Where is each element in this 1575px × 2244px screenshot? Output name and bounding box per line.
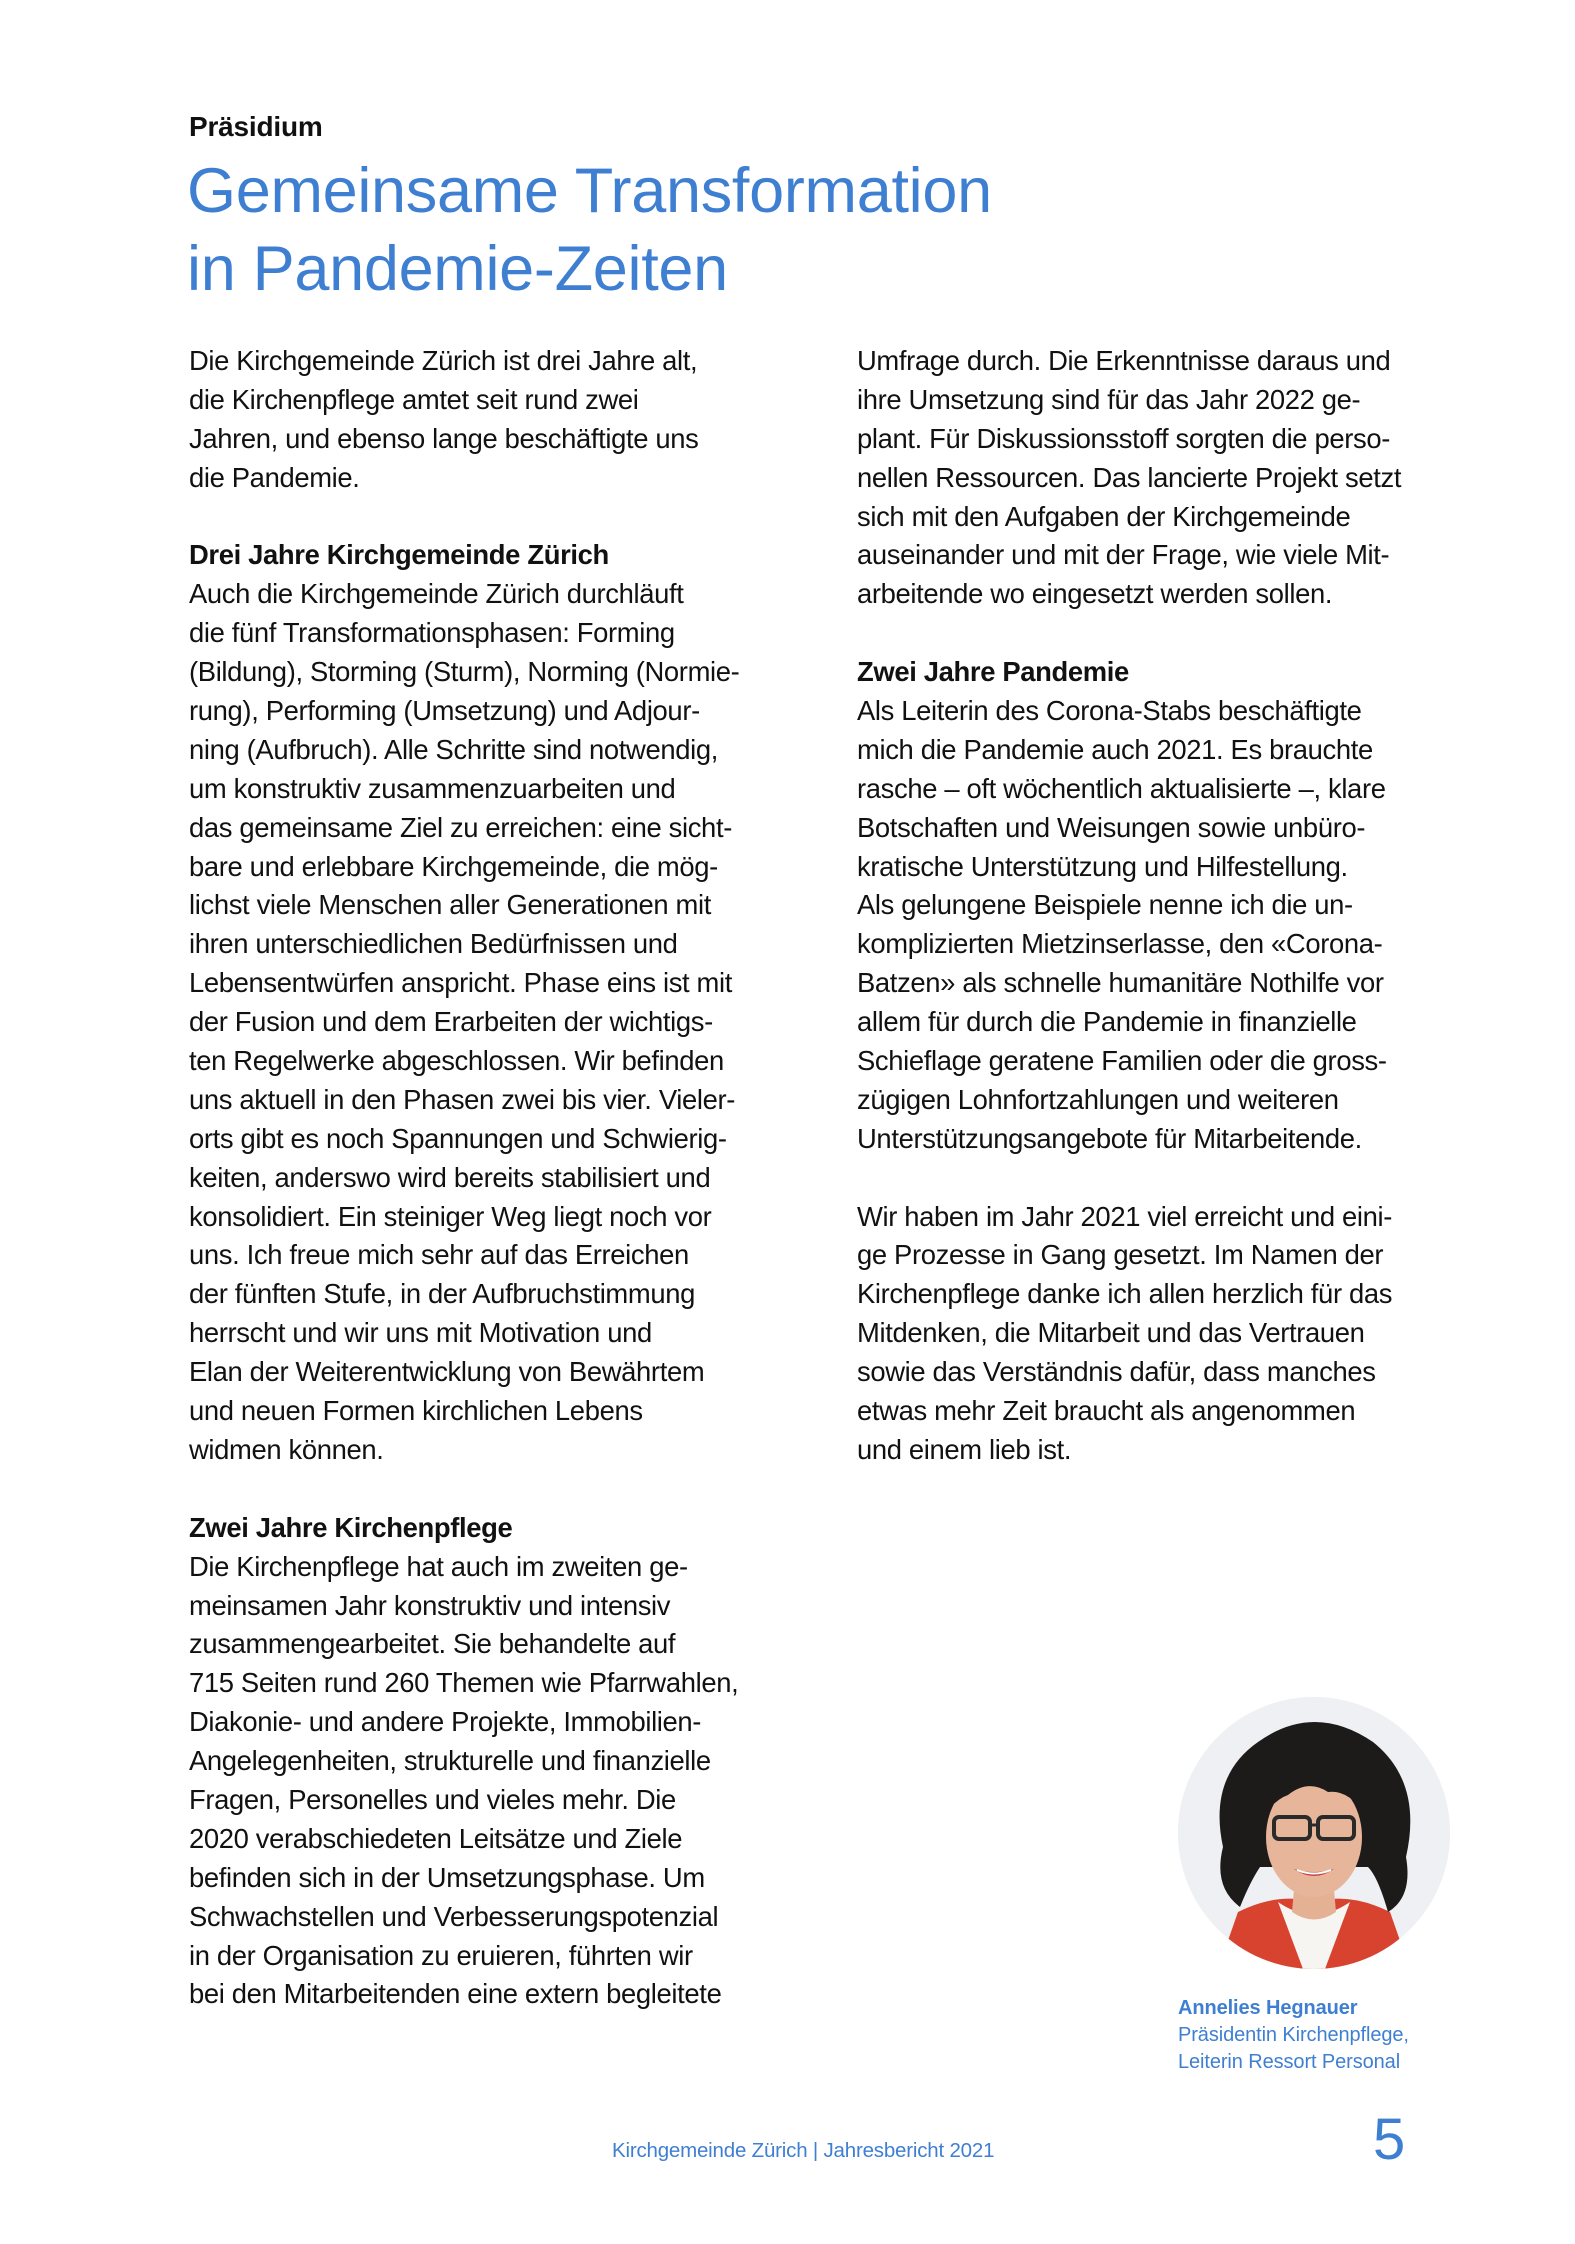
body-text-line: Wir haben im Jahr 2021 viel erreicht und eini-	[857, 1200, 1393, 1232]
left-column	[189, 342, 829, 2014]
section-heading: Drei Jahre Kirchgemeinde Zürich	[189, 539, 609, 571]
body-text-line: der fünften Stufe, in der Aufbruchstimmung	[189, 1278, 696, 1310]
body-text-line: Batzen» als schnelle humanitäre Nothilfe vor	[857, 967, 1384, 999]
body-text-line: ning (Aufbruch). Alle Schritte sind notwendig,	[189, 733, 718, 765]
body-text-line: Umfrage durch. Die Erkenntnisse daraus und	[857, 345, 1391, 376]
paragraph-gap	[857, 1159, 1497, 1198]
body-text-line: widmen können.	[189, 1433, 384, 1465]
body-text-line: lichst viele Menschen aller Generationen mit	[189, 889, 712, 921]
body-text-line: sowie das Verständnis dafür, dass manches	[857, 1356, 1376, 1388]
page-title	[187, 152, 992, 308]
person-role-line-1: Präsidentin Kirchenpflege,	[1178, 2024, 1409, 2046]
body-text-line: in der Organisation zu eruieren, führten wir	[189, 1939, 693, 1971]
body-text-line: ten Regelwerke abgeschlossen. Wir befinden	[189, 1045, 724, 1077]
body-text-line: rasche – oft wöchentlich aktualisierte –, klare	[857, 772, 1386, 804]
body-text-line: und einem lieb ist.	[857, 1433, 1072, 1465]
body-text-line: Schwachstellen und Verbesserungspotenzial	[189, 1900, 719, 1932]
body-text-line: Mitdenken, die Mitarbeit und das Vertrauen	[857, 1317, 1365, 1349]
body-text-line: uns. Ich freue mich sehr auf das Erreichen	[189, 1239, 689, 1271]
body-text-line: befinden sich in der Umsetzungsphase. Um	[189, 1861, 705, 1893]
body-text-line: meinsamen Jahr konstruktiv und intensiv	[189, 1589, 671, 1621]
body-text-line: Angelegenheiten, strukturelle und finanzielle	[189, 1745, 711, 1777]
portrait-photo	[1178, 1697, 1450, 1969]
body-text-line: Elan der Weiterentwicklung von Bewährtem	[189, 1356, 705, 1388]
page-title-line-1: Gemeinsame Transformation	[187, 156, 992, 226]
body-text-line: (Bildung), Storming (Sturm), Norming (Normie-	[189, 656, 740, 688]
body-text-line: Als gelungene Beispiele nenne ich die un-	[857, 889, 1353, 921]
body-text-line: allem für durch die Pandemie in finanzielle	[857, 1006, 1357, 1038]
footer-publication: Kirchgemeinde Zürich | Jahresbericht 2021	[612, 2139, 995, 2162]
body-text-line: ihre Umsetzung sind für das Jahr 2022 ge-	[857, 383, 1361, 415]
section-heading: Zwei Jahre Kirchenpflege	[189, 1511, 513, 1543]
body-text-line: sich mit den Aufgaben der Kirchgemeinde	[857, 500, 1351, 532]
body-text-line: rung), Performing (Umsetzung) und Adjour-	[189, 695, 700, 727]
body-text-line: 715 Seiten rund 260 Themen wie Pfarrwahlen,	[189, 1667, 739, 1699]
body-text-line: konsolidiert. Ein steiniger Weg liegt noch vor	[189, 1200, 712, 1232]
body-text-line: arbeitende wo eingesetzt werden sollen.	[857, 578, 1333, 610]
person-role-line-2: Leiterin Ressort Personal	[1178, 2051, 1401, 2073]
body-text-line: komplizierten Mietzinserlasse, den «Corona-	[857, 928, 1383, 960]
body-text-line: nellen Ressourcen. Das lancierte Projekt setzt	[857, 461, 1402, 493]
body-text-line: Kirchenpflege danke ich allen herzlich für das	[857, 1278, 1393, 1310]
body-text-line: Fragen, Personelles und vieles mehr. Die	[189, 1783, 676, 1815]
page-number: 5	[1373, 2107, 1406, 2172]
section-label: Präsidium	[189, 111, 323, 142]
paragraph-gap	[189, 498, 829, 537]
right-column	[857, 342, 1497, 1470]
body-text-line: ihren unterschiedlichen Bedürfnissen und	[189, 928, 678, 960]
body-text-line: Auch die Kirchgemeinde Zürich durchläuft	[189, 578, 684, 610]
body-text-line: keiten, anderswo wird bereits stabilisiert und	[189, 1161, 711, 1193]
body-text-line: uns aktuell in den Phasen zwei bis vier. Vieler-	[189, 1083, 736, 1115]
body-text-line: die Pandemie.	[189, 461, 360, 493]
person-name: Annelies Hegnauer	[1178, 1997, 1358, 2019]
body-text-line: die fünf Transformationsphasen: Forming	[189, 617, 675, 649]
body-text-line: der Fusion und dem Erarbeiten der wichtigs-	[189, 1006, 713, 1038]
page-title-line-2: in Pandemie-Zeiten	[187, 234, 728, 304]
body-text-line: Die Kirchgemeinde Zürich ist drei Jahre alt,	[189, 345, 698, 376]
body-text-line: zusammengearbeitet. Sie behandelte auf	[189, 1628, 676, 1660]
body-text-line: ge Prozesse in Gang gesetzt. Im Namen der	[857, 1239, 1384, 1271]
body-text-line: 2020 verabschiedeten Leitsätze und Ziele	[189, 1822, 683, 1854]
body-text-line: bei den Mitarbeitenden eine extern begleitete	[189, 1978, 722, 2010]
body-text-line: mich die Pandemie auch 2021. Es brauchte	[857, 733, 1373, 765]
body-text-line: Botschaften und Weisungen sowie unbüro-	[857, 811, 1366, 843]
body-text-line: Jahren, und ebenso lange beschäftigte uns	[189, 422, 699, 454]
body-text-line: bare und erlebbare Kirchgemeinde, die mög-	[189, 850, 718, 882]
body-text-line: etwas mehr Zeit braucht als angenommen	[857, 1395, 1356, 1427]
body-text-line: plant. Für Diskussionsstoff sorgten die perso-	[857, 422, 1390, 454]
paragraph-gap	[189, 1470, 829, 1509]
body-text-line: Die Kirchenpflege hat auch im zweiten ge-	[189, 1550, 688, 1582]
body-text-line: herrscht und wir uns mit Motivation und	[189, 1317, 652, 1349]
body-text-line: zügigen Lohnfortzahlungen und weiteren	[857, 1083, 1339, 1115]
body-text-line: um konstruktiv zusammenzuarbeiten und	[189, 772, 676, 804]
body-text-line: Schieflage geratene Familien oder die gross-	[857, 1045, 1387, 1077]
section-heading: Zwei Jahre Pandemie	[857, 656, 1129, 688]
body-text-line: die Kirchenpflege amtet seit rund zwei	[189, 383, 639, 415]
body-text-line: auseinander und mit der Frage, wie viele Mit-	[857, 539, 1390, 571]
body-text-line: kratische Unterstützung und Hilfestellung.	[857, 850, 1348, 882]
body-text-line: orts gibt es noch Spannungen und Schwierig-	[189, 1122, 727, 1154]
body-text-line: Unterstützungsangebote für Mitarbeitende.	[857, 1122, 1362, 1154]
portrait-caption	[1178, 1995, 1409, 2076]
body-text-line: Lebensentwürfen anspricht. Phase eins ist mit	[189, 967, 733, 999]
body-text-line: Diakonie- und andere Projekte, Immobilien-	[189, 1706, 702, 1738]
body-text-line: das gemeinsame Ziel zu erreichen: eine sicht-	[189, 811, 732, 843]
body-text-line: Als Leiterin des Corona-Stabs beschäftigte	[857, 695, 1362, 727]
paragraph-gap	[857, 614, 1497, 653]
body-text-line: und neuen Formen kirchlichen Lebens	[189, 1395, 643, 1427]
portrait-image-icon	[1178, 1697, 1450, 1969]
